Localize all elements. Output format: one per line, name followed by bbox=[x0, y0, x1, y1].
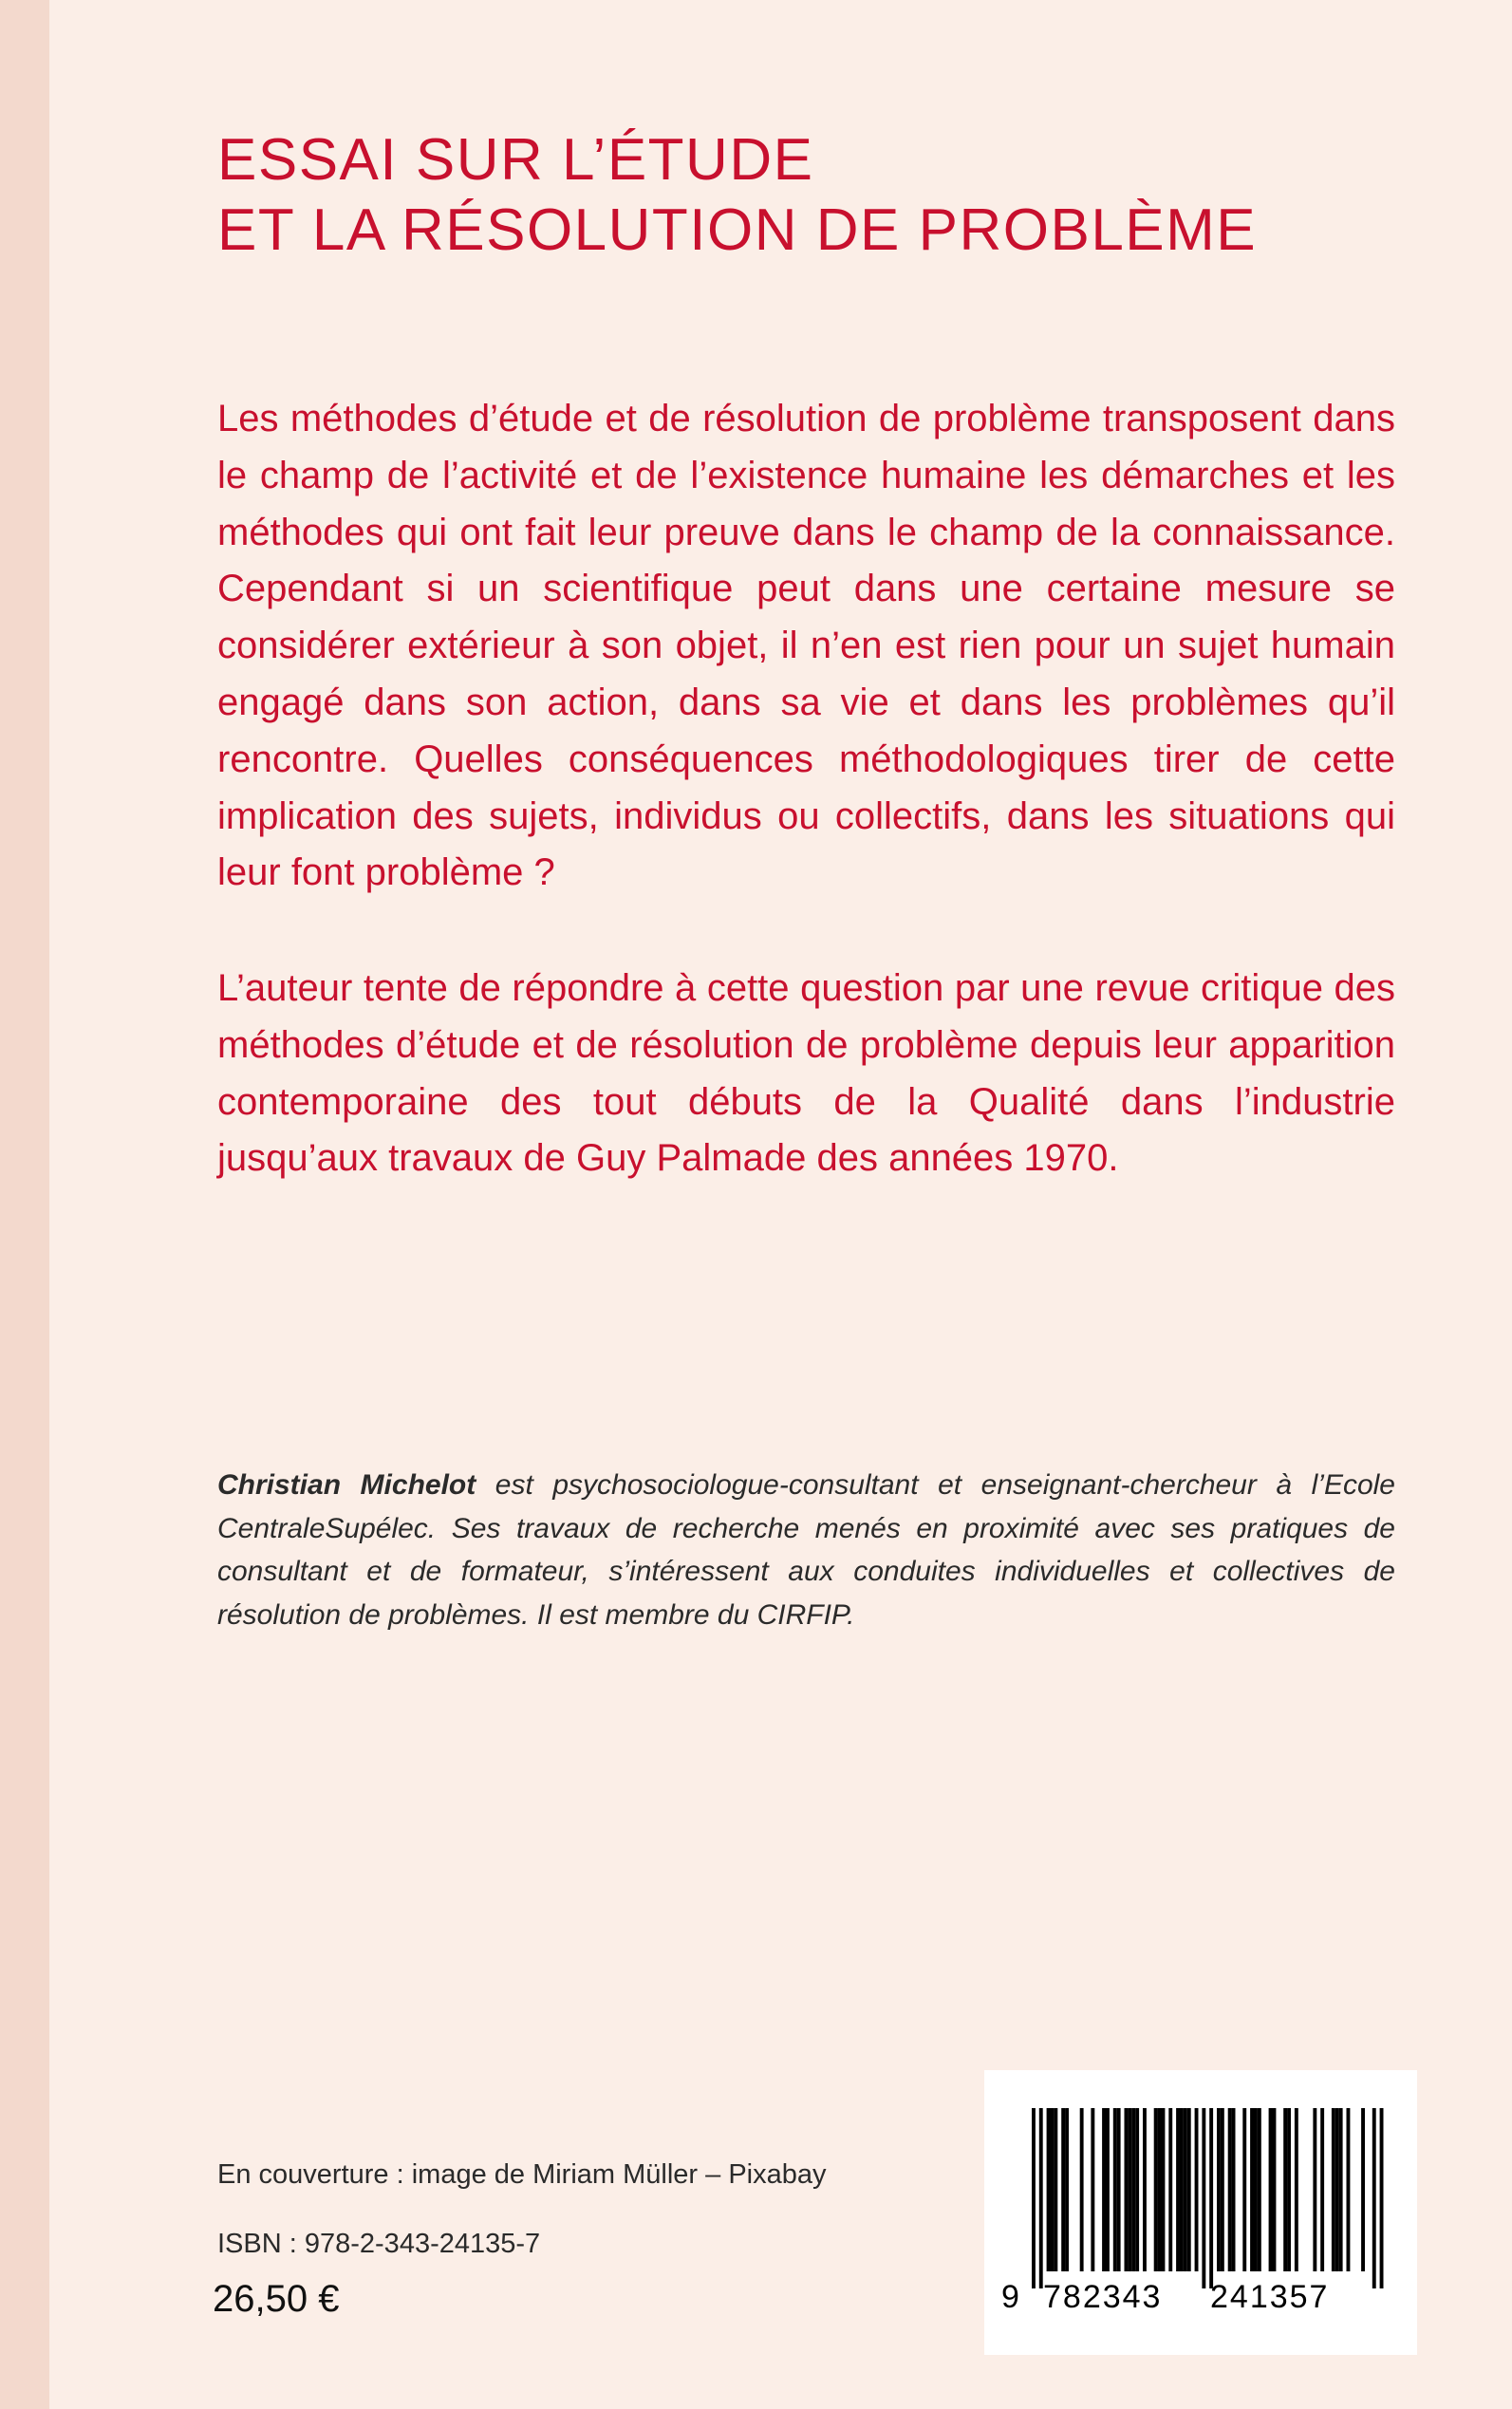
barcode-bar bbox=[1269, 2108, 1273, 2271]
barcode-bar bbox=[1047, 2108, 1051, 2271]
barcode-right-digits: 241357 bbox=[1210, 2279, 1330, 2315]
barcode-bar bbox=[1258, 2108, 1261, 2271]
barcode-bar bbox=[1273, 2108, 1277, 2271]
barcode-bar bbox=[1202, 2108, 1205, 2288]
barcode-bar bbox=[1254, 2108, 1258, 2271]
barcode-bar bbox=[1032, 2108, 1036, 2288]
title-line-2: ET LA RÉSOLUTION DE PROBLÈME bbox=[217, 197, 1258, 263]
barcode-bar bbox=[1135, 2108, 1139, 2271]
barcode-bar bbox=[1143, 2108, 1147, 2271]
barcode-bar bbox=[1195, 2108, 1199, 2271]
barcode-bar bbox=[1168, 2108, 1172, 2271]
barcode-bar bbox=[1117, 2108, 1121, 2271]
barcode-bar bbox=[1372, 2108, 1376, 2288]
cover-image-credit: En couverture : image de Miriam Müller – Pixabay bbox=[217, 2159, 827, 2190]
barcode-bar bbox=[1113, 2108, 1117, 2271]
barcode-bar bbox=[1051, 2108, 1055, 2271]
barcode-bar bbox=[1283, 2108, 1287, 2271]
barcode-bar bbox=[1339, 2108, 1343, 2271]
price: 26,50 € bbox=[213, 2278, 340, 2320]
barcode-bar bbox=[1335, 2108, 1339, 2271]
summary-paragraph-2: L’auteur tente de répondre à cette question par une revue critique des méthodes d’étude et de résolution de problème depuis leur apparition contemporaine des tout débuts de la Qualité dans l’industrie jusqu’aux travaux de Guy Palmade des années 1970. bbox=[217, 967, 1395, 1180]
barcode-bar bbox=[1320, 2108, 1324, 2271]
barcode-bar bbox=[1106, 2108, 1110, 2271]
barcode-bar bbox=[1221, 2108, 1224, 2271]
barcode-bar bbox=[1380, 2108, 1384, 2288]
barcode-bar bbox=[1054, 2108, 1057, 2271]
barcode-bar bbox=[1209, 2108, 1213, 2288]
barcode-bar bbox=[1176, 2108, 1180, 2271]
barcode-bar bbox=[1347, 2108, 1351, 2271]
barcode-bar bbox=[1232, 2108, 1236, 2271]
barcode-bar bbox=[1131, 2108, 1135, 2271]
spine-strip bbox=[0, 0, 49, 2409]
barcode-bar bbox=[1162, 2108, 1166, 2271]
barcode-bar bbox=[1180, 2108, 1184, 2271]
barcode-bars bbox=[1003, 2108, 1398, 2288]
barcode-bar bbox=[1242, 2108, 1246, 2271]
barcode-bar bbox=[1250, 2108, 1254, 2271]
back-cover bbox=[49, 0, 1512, 2409]
barcode-bar bbox=[1065, 2108, 1069, 2271]
author-bio-text: est psychosociologue-consultant et enseignant-chercheur à l’Ecole CentraleSupélec. Ses travaux de recherche menés en proximité avec ses pratiques de consultant et de formateur, s’intéressent aux conduites individuelles et collectives de résolution de problèmes. Il est membre du CIRFIP. bbox=[217, 1469, 1395, 1631]
barcode-bar bbox=[1102, 2108, 1106, 2271]
barcode-bar bbox=[1187, 2108, 1191, 2271]
barcode-bar bbox=[1332, 2108, 1335, 2271]
barcode bbox=[984, 2070, 1417, 2355]
barcode-bar bbox=[1154, 2108, 1158, 2271]
barcode-bar bbox=[1128, 2108, 1131, 2271]
isbn: ISBN : 978-2-343-24135-7 bbox=[217, 2229, 541, 2259]
barcode-bar bbox=[1158, 2108, 1162, 2271]
barcode-bar bbox=[1125, 2108, 1129, 2271]
barcode-first-digit: 9 bbox=[1001, 2279, 1021, 2315]
barcode-bar bbox=[1217, 2108, 1221, 2271]
author-bio bbox=[217, 1464, 1395, 1636]
summary-paragraph-1: Les méthodes d’étude et de résolution de problème transposent dans le champ de l’activité et de l’existence humaine les démarches et les méthodes qui ont fait leur preuve dans le champ de la connaissance. Cependant si un scientifique peut dans une certaine mesure se considérer extérieur à son objet, il n’en est rien pour un sujet humain engagé dans son action, dans sa vie et dans les problèmes qu’il rencontre. Quelles conséquences méthodologiques tirer de cette implication des sujets, individus ou collectifs, dans les situations qui leur font problème ? bbox=[217, 398, 1395, 894]
barcode-bar bbox=[1361, 2108, 1365, 2271]
barcode-bar bbox=[1061, 2108, 1065, 2271]
barcode-bar bbox=[1039, 2108, 1043, 2288]
barcode-bar bbox=[1091, 2108, 1094, 2271]
barcode-bar bbox=[1184, 2108, 1187, 2271]
author-name: Christian Michelot bbox=[217, 1469, 476, 1501]
barcode-bar bbox=[1228, 2108, 1232, 2271]
barcode-left-digits: 782343 bbox=[1043, 2279, 1163, 2315]
barcode-bar bbox=[1080, 2108, 1084, 2271]
title-line-1: ESSAI SUR L’ÉTUDE bbox=[217, 127, 814, 193]
barcode-bar bbox=[1313, 2108, 1316, 2271]
barcode-bar bbox=[1295, 2108, 1298, 2271]
barcode-bar bbox=[1287, 2108, 1291, 2271]
